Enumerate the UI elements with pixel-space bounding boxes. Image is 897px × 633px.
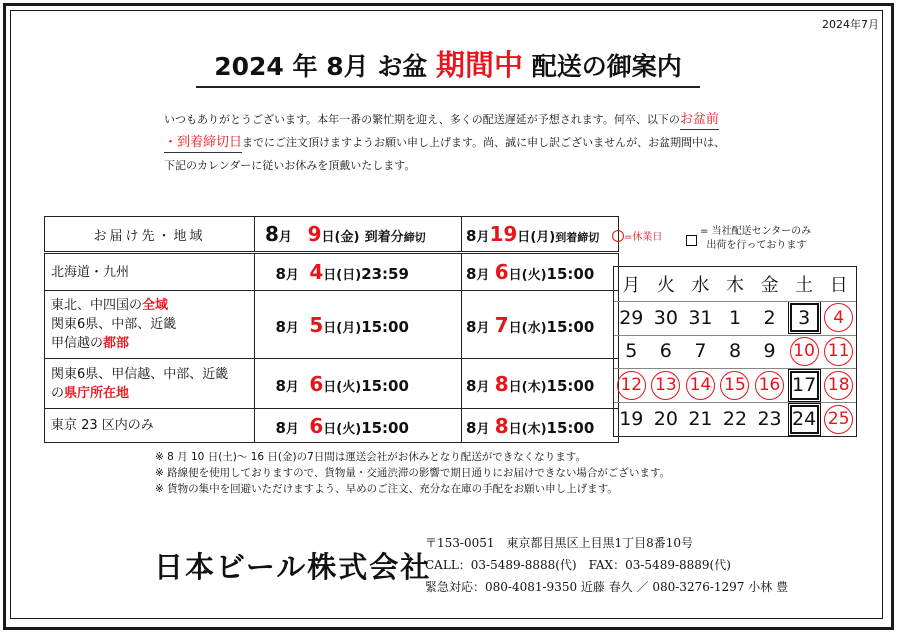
region-cell: 関東6県、甲信越、中部、近畿 の県庁所在地 bbox=[45, 359, 255, 409]
table-header bbox=[45, 217, 619, 253]
calendar-weekday: 月 bbox=[622, 274, 641, 296]
note-item: ※ 8 月 10 日(土)～ 16 日(金)の7日間は運送会社がお休みとなり配送ができなくなります。 bbox=[155, 451, 586, 463]
note-item: ※ 路線便を使用しておりますので、貨物量・交通渋滞の影響で期日通りにお届けできない場合がございます。 bbox=[155, 467, 671, 479]
calendar-day-holiday: 10 bbox=[787, 335, 822, 369]
calendar-day-center-only: 24 bbox=[787, 402, 822, 436]
center-legend: = 当社配送センターのみ 出荷を行っております bbox=[700, 226, 812, 251]
calendar-day-holiday: 16 bbox=[752, 368, 787, 402]
page-title: 2024 年 8月 お盆 期間中 配送の御案内 bbox=[196, 44, 700, 88]
table-row bbox=[45, 291, 619, 359]
calendar-day: 9 bbox=[763, 340, 776, 363]
issue-date: 2024年7月 bbox=[822, 18, 879, 31]
calendar-day: 7 bbox=[694, 340, 707, 363]
holiday-legend: =休業日 bbox=[612, 230, 662, 245]
calendar-weekday: 日 bbox=[829, 274, 848, 296]
region-header: お届け先・地域 bbox=[45, 217, 255, 253]
intro-text: いつもありがとうございます。本年一番の繁忙期を迎え、多くの配送遅延が予想されます。何卒、以下のお盆前 ・到着締切日までにご注文頂けますようお願い申し上げます。尚、誠に申し訳ございませんが、お盆期間中は、 下記のカレンダーに従いお休みを頂戴いたします。 bbox=[164, 112, 726, 172]
delivery-deadline-table bbox=[44, 216, 619, 443]
contact-info bbox=[425, 532, 788, 598]
calendar-day-holiday: 11 bbox=[821, 335, 856, 369]
calendar-row-divider bbox=[614, 402, 856, 403]
address-line: 〒153-0051 東京都目黒区上目黒1丁目8番10号 bbox=[425, 536, 694, 550]
region-cell: 北海道・九州 bbox=[45, 253, 255, 291]
calendar-day-center-only: 17 bbox=[787, 368, 822, 402]
deadline-cell: 8月 8日(木)15:00 bbox=[462, 409, 619, 443]
calendar-day-holiday: 18 bbox=[821, 368, 856, 402]
note-item: ※ 貨物の集中を回避いただけますよう、早めのご注文、充分な在庫の手配をお願い申し上げます。 bbox=[155, 483, 618, 495]
table-row bbox=[45, 409, 619, 443]
region-cell: 東京 23 区内のみ bbox=[45, 409, 255, 443]
calendar-day: 22 bbox=[722, 408, 748, 431]
calendar-weekday: 土 bbox=[795, 274, 814, 296]
phone-line: CALL：03-5489-8888(代) FAX：03-5489-8889(代) bbox=[425, 558, 731, 572]
calendar-day-center-only: 3 bbox=[787, 301, 822, 335]
deadline-header-1: 8月 9日(金) 到着分締切 bbox=[255, 217, 462, 253]
calendar-row-divider bbox=[614, 368, 856, 369]
calendar-day: 1 bbox=[728, 306, 742, 329]
calendar-day: 5 bbox=[625, 340, 638, 363]
calendar-day: 8 bbox=[728, 340, 742, 363]
notes bbox=[155, 449, 670, 497]
calendar-day-holiday: 25 bbox=[821, 402, 856, 436]
deadline-cell: 8月 6日(火)15:00 bbox=[255, 409, 462, 443]
calendar-weekday: 金 bbox=[760, 274, 779, 296]
deadline-cell: 8月 6日(火)15:00 bbox=[255, 359, 462, 409]
deadline-cell: 8月 8日(木)15:00 bbox=[462, 359, 619, 409]
calendar-day: 6 bbox=[659, 340, 672, 363]
calendar-day-holiday: 4 bbox=[821, 301, 856, 335]
calendar-weekday: 木 bbox=[725, 274, 744, 296]
emergency-line: 緊急対応：080-4081-9350 近藤 春久 ／ 080-3276-1297 小林 豊 bbox=[425, 580, 789, 594]
calendar-row-divider bbox=[614, 335, 856, 336]
calendar-day: 21 bbox=[688, 408, 713, 431]
deadline-cell: 8月 6日(火)15:00 bbox=[462, 253, 619, 291]
calendar-day: 31 bbox=[688, 306, 713, 329]
calendar-day: 23 bbox=[757, 408, 782, 431]
calendar-day-holiday: 12 bbox=[614, 368, 649, 402]
deadline-cell: 8月 7日(水)15:00 bbox=[462, 291, 619, 359]
region-cell: 東北、中四国の全域 関東6県、中部、近畿 甲信越の都部 bbox=[45, 291, 255, 359]
company-name: 日本ビール株式会社 bbox=[154, 550, 432, 584]
deadline-header-2: 8月19日(月)到着締切 bbox=[462, 217, 619, 253]
table-row bbox=[45, 253, 619, 291]
table-row bbox=[45, 359, 619, 409]
calendar-weekday: 火 bbox=[656, 274, 675, 296]
calendar-day: 29 bbox=[619, 306, 644, 329]
square-box-icon bbox=[686, 235, 697, 246]
calendar-day: 30 bbox=[653, 306, 678, 329]
calendar-weekday: 水 bbox=[691, 274, 710, 296]
deadline-cell: 8月 4日(日)23:59 bbox=[255, 253, 462, 291]
calendar-day: 20 bbox=[653, 408, 678, 431]
title-highlight: 期間中 bbox=[436, 48, 524, 82]
calendar-day: 2 bbox=[763, 306, 776, 329]
calendar-row-divider bbox=[614, 301, 856, 302]
calendar-day: 19 bbox=[619, 408, 644, 431]
august-calendar bbox=[613, 266, 857, 437]
calendar-day-holiday: 15 bbox=[718, 368, 753, 402]
deadline-cell: 8月 5日(月)15:00 bbox=[255, 291, 462, 359]
calendar-day-holiday: 13 bbox=[649, 368, 684, 402]
calendar-day-holiday: 14 bbox=[683, 368, 718, 402]
red-circle-icon bbox=[612, 230, 624, 242]
